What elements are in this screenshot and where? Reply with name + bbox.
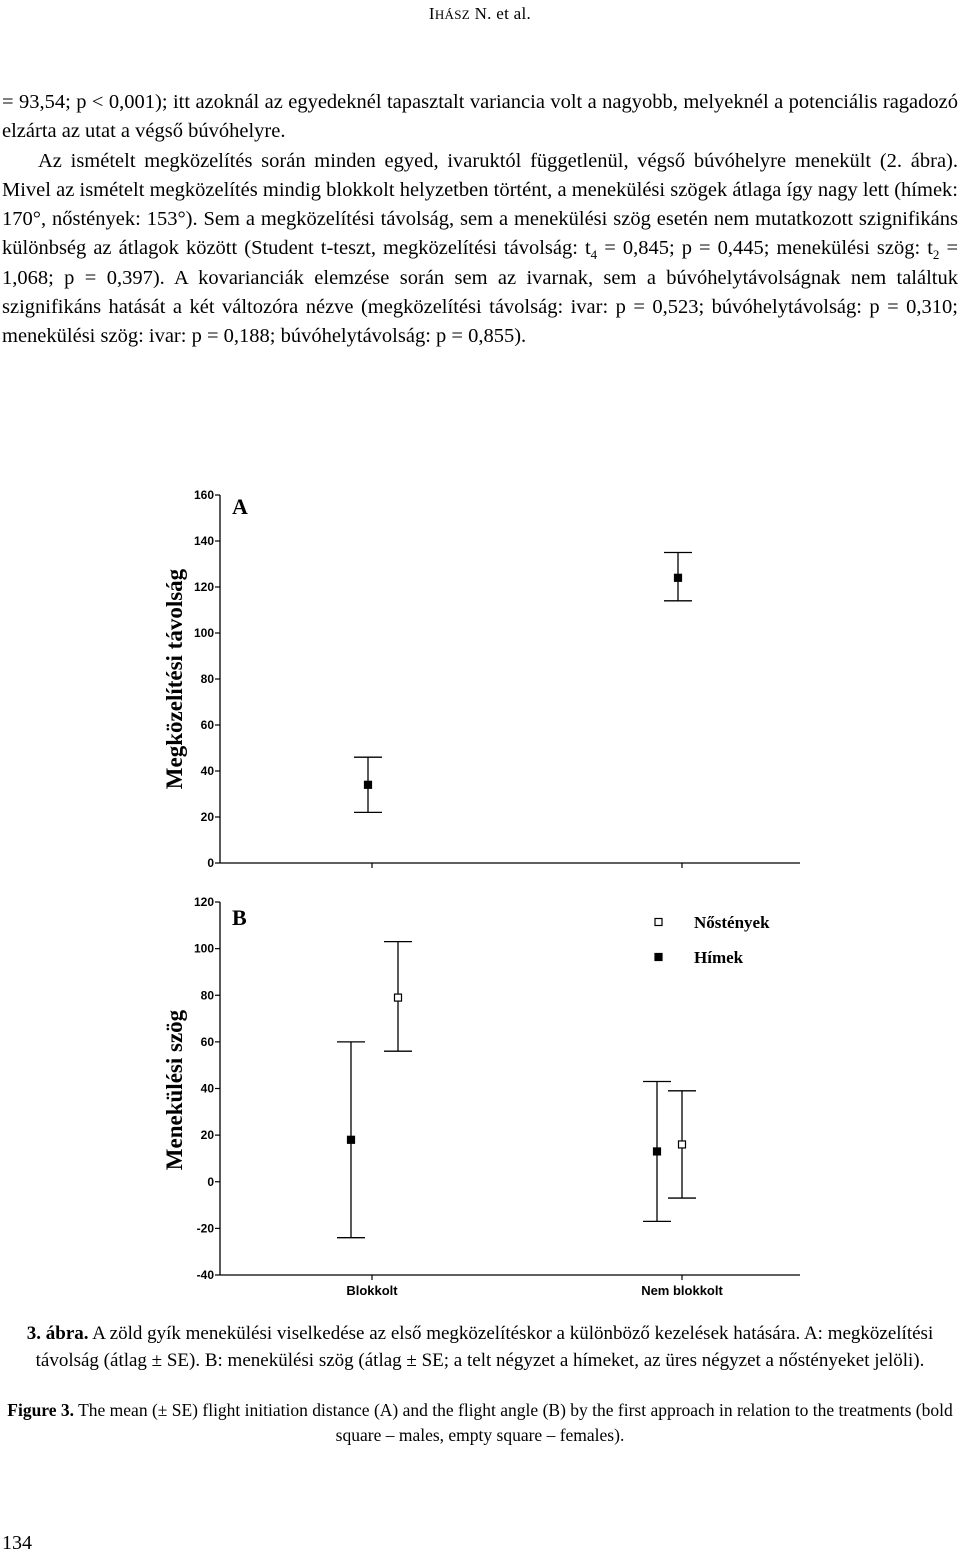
panel-label-A: A: [232, 494, 248, 519]
y-tick-label-A: 0: [207, 856, 214, 870]
figure-3-charts: [0, 470, 960, 1310]
legend-label: Hímek: [694, 948, 744, 967]
y-tick-label-B: 120: [193, 895, 214, 909]
y-tick-label-B: -40: [196, 1268, 214, 1282]
y-tick-label-B: 100: [193, 941, 214, 956]
y-axis-title-A: Megközelítési távolság: [162, 568, 187, 790]
y-tick-label-A: 20: [200, 810, 214, 824]
y-tick-label-A: 120: [193, 580, 214, 594]
paragraph-2: [2, 147, 958, 352]
x-category-label: Blokkolt: [346, 1283, 398, 1298]
mean-marker-filled: [348, 1136, 355, 1143]
mean-marker-empty: [395, 994, 402, 1001]
x-category-label: Nem blokkolt: [641, 1283, 723, 1298]
y-tick-label-B: 0: [207, 1174, 214, 1189]
paragraph-2-part-c: = 1,068; p = 0,397). A kovarianciák elemzése során sem az ivarnak, sem a búvóhelytávolságnak nem találtuk szignifikáns hatását a két változóra nézve (megközelítési távolság: ivar: p = 0,523; búvóhelytávolság: p = 0,310; menekülési szög: ivar: p = 0,188; búvóhelytávolság: p = 0,855).: [2, 237, 958, 348]
caption-english: [0, 1398, 960, 1448]
page-number: 134: [2, 1532, 32, 1554]
y-tick-label-A: 60: [200, 718, 214, 732]
subscript-df-1: 4: [590, 247, 598, 263]
body-text: [2, 88, 958, 352]
y-axis-title-B: Menekülési szög: [162, 1009, 187, 1171]
y-tick-label-B: 60: [200, 1034, 214, 1049]
running-head-smallcaps: HÁSZ: [434, 7, 471, 22]
y-tick-label-B: 80: [200, 988, 214, 1003]
caption-en-text: The mean (± SE) flight initiation distance (A) and the flight angle (B) by the first approach in relation to the treatments (bold square – males, empty square – females).: [74, 1400, 953, 1445]
mean-marker-filled: [675, 574, 682, 581]
y-tick-label-B: 40: [200, 1081, 214, 1096]
running-head: [0, 4, 960, 24]
y-tick-label-A: 80: [200, 672, 214, 686]
y-tick-label-A: 160: [193, 488, 214, 502]
caption-en-label: Figure 3.: [7, 1400, 75, 1420]
mean-marker-filled: [365, 781, 372, 788]
y-tick-label-B: -20: [196, 1221, 214, 1236]
y-tick-label-B: 20: [200, 1128, 214, 1143]
paragraph-1: = 93,54; p < 0,001); itt azoknál az egyedeknél tapasztalt variancia volt a nagyobb, melyeknél a potenciális ragadozó elzárta az utat a végső búvóhelyre.: [2, 91, 958, 143]
caption-hu-label: 3. ábra.: [26, 1323, 89, 1344]
panel-label-B: B: [232, 905, 247, 930]
y-tick-label-A: 140: [193, 534, 214, 548]
caption-hu-text: A zöld gyík menekülési viselkedése az első megközelítéskor a különböző kezelések hatására. A: megközelítési távolság (átlag ± SE). B: menekülési szög (átlag ± SE; a telt négyzet a hímeket, az üres négyzet a nőstényeket jelöli).: [35, 1323, 934, 1371]
caption-hungarian: [0, 1320, 960, 1374]
running-head-rest: N. et al.: [470, 4, 532, 23]
legend-label: Nőstények: [694, 913, 770, 932]
y-tick-label-A: 100: [193, 626, 214, 640]
paragraph-2-part-a: Az ismételt megközelítés során minden egyed, ivaruktól függetlenül, végső búvóhelyre menekült (2. ábra). Mivel az ismételt megközelítés mindig blokkolt helyzetben történt, a menekülési szögek átlaga így nagy lett (hímek: 170°, nőstények: 153°). Sem a megközelítési távolság, sem a menekülési szög esetén nem mutatkozott szignifikáns különbség az átlagok között (Student t-teszt, megközelítési távolság: t: [2, 149, 958, 260]
running-head-initial: I: [428, 4, 435, 23]
y-tick-label-A: 40: [200, 764, 214, 778]
subscript-df-2: 2: [932, 247, 940, 263]
mean-marker-empty: [679, 1141, 686, 1148]
legend-marker-empty: [655, 919, 662, 926]
paragraph-2-part-b: = 0,845; p = 0,445; menekülési szög: t: [597, 237, 933, 260]
mean-marker-filled: [654, 1148, 661, 1155]
legend-marker-filled: [655, 954, 662, 961]
figure-3: [0, 470, 960, 1310]
